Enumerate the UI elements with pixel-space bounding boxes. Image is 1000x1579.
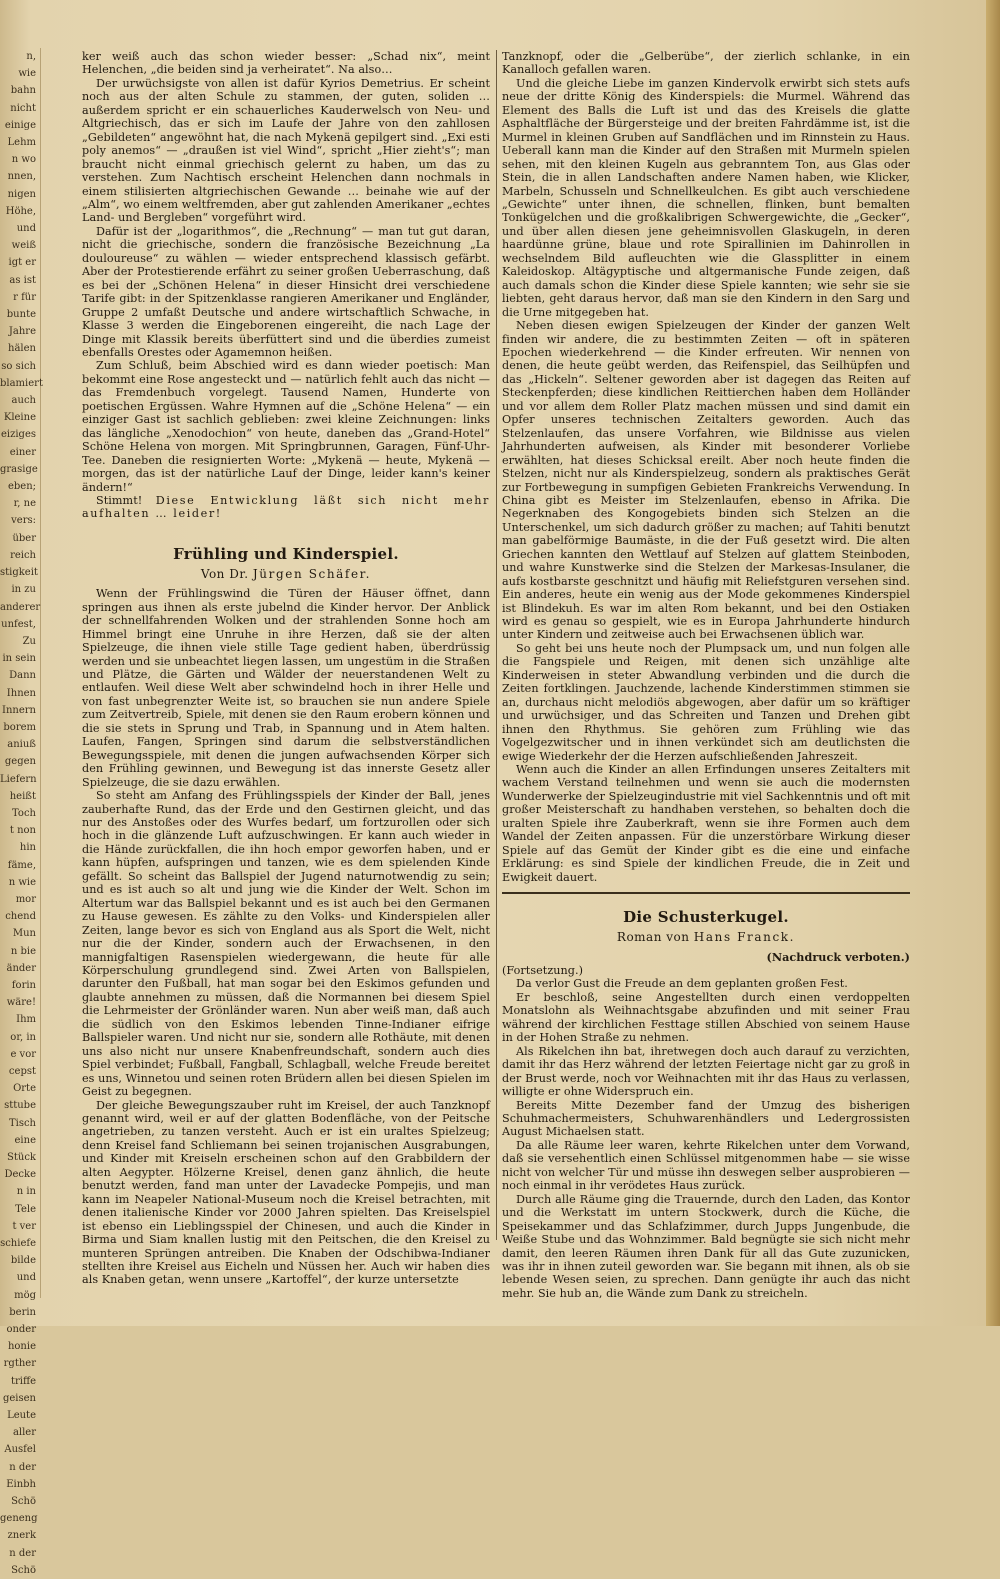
reprint-note: (Nachdruck verboten.)	[766, 949, 910, 964]
margin-fragment: geisen	[2, 1392, 36, 1404]
margin-fragment: in sein	[2, 653, 36, 665]
margin-fragment: blamiert	[0, 377, 43, 389]
paragraph: So steht am Anfang des Frühlingsspiels der Kinder der Ball, jenes zauberhafte Rund, das der Erde und den Gestirnen gleicht, und das nur des Anstoßes oder des Wurfes bedarf, um fortzurollen oder sich hoch in die glänzende Luft aufzuschwingen. Er kann auch wieder in die Hände zurückfallen, die ihn hoch empor geworfen haben, und er kann hüpfen, aufspringen und tanzen, wie es dem spielenden Kinde gefällt. So scheint das Ballspiel der Jugend naturnotwendig zu sein; und es ist auch so alt und jung wie die Kinder der Welt. Schon im Altertum war das Ballspiel bekannt und es ist auch bei den Germanen zu Hause gewesen. Es zählte zu den Volks- und Kinderspielen aller Zeiten, lange bevor es sich von England aus als Sport die Welt, nicht nur die der Kinder, sondern auch der Erwachsenen, in den mannigfaltigen Rasenspielen wiedergewann, die heute für alle Körperschulung grundlegend sind. Zwei Arten von Ballspielen, darunter den Fußball, hat man sogar bei den Eskimos gefunden und glaubte annehmen zu müssen, daß die Normannen bei diesem Spiel die Lehrmeister der Grönländer waren. Nun aber weiß man, daß auch die südlich von den Eskimos lebenden Tinne-Indianer eifrige Ballspieler waren. Und nicht nur sie, sondern alle Rothäute, mit denen uns also nicht nur unsere Knabenfreundschaft, sondern auch dies Spiel verbindet; Fußball, Fangball, Schlagball, welche Freude bereitet es uns, Winnetou und seinen roten Brüdern allen bei diesen Spielen im Geist zu begegnen.	[82, 789, 490, 1099]
margin-fragment: sttube	[4, 1100, 36, 1112]
paragraph: Als Rikelchen ihn bat, ihretwegen doch auch darauf zu verzichten, damit ihr das Herz während der letzten Feiertage nicht gar zu groß in der Brust werde, noch vor Weihnachten mit ihr das Haus zu verlassen, willigte er ohne Widerspruch ein.	[502, 1044, 910, 1099]
margin-fragment: und	[16, 223, 36, 235]
margin-fragment: igt er	[8, 257, 36, 269]
margin-fragment: anderer	[0, 601, 41, 613]
paragraph: Zum Schluß, beim Abschied wird es dann wieder poetisch: Man bekommt eine Rose angesteckt und — natürlich fehlt auch das nicht — das Fremdenbuch vorgelegt. Tausend Namen, Hunderte von poetischen Ergüssen. Wahre Hymnen auf die „Schöne Helena“ — ein einziger Gast ist sachlich geblieben: zwei kleine Zeichnungen: links das längliche „Xenodochion“ von heute, daneben das „Grand-Hotel“ Schöne Helena von morgen. Mit Springbrunnen, Garagen, Fünf-Uhr-Tee. Daneben die resignierten Worte: „Mykenä — heute, Mykenä — morgen, das ist der natürliche Lauf der Dinge, leider kann's keiner ändern!“	[82, 359, 490, 494]
margin-fragment: Decke	[4, 1169, 36, 1181]
author-prefix: Von Dr.	[200, 566, 253, 581]
margin-fragment: wie	[18, 68, 36, 80]
paragraph: Durch alle Räume ging die Trauernde, durch den Laden, das Kontor und die Werkstatt im untern Stockwerk, durch die Küche, die Speisekammer und das Schlafzimmer, durch Jupps Jungenbude, die Weiße Stube und das Wohnzimmer. Bald begnügte sie sich nicht mehr damit, den leeren Räumen ihren Dank für all das Gute zuzunicken, was ihr in ihnen zuteil geworden war. Sie begann mit ihnen, als ob sie lebende Wesen seien, zu sprechen. Dann genügte ihr auch das nicht mehr. Sie hub an, die Wände zum Dank zu streicheln.	[502, 1192, 910, 1300]
margin-fragment: einer	[9, 446, 36, 458]
margin-fragment: aller	[12, 1427, 36, 1439]
margin-fragment: n wie	[8, 876, 36, 888]
margin-fragment: znerk	[7, 1530, 36, 1542]
margin-fragment: auch	[11, 395, 36, 407]
margin-fragment: mor	[15, 893, 36, 905]
margin-fragment: Schö	[11, 1564, 36, 1576]
margin-fragment: Innern	[2, 704, 36, 716]
margin-fragment: Kleine	[3, 412, 36, 424]
margin-fragment: as ist	[9, 274, 36, 286]
paragraph: Tanzknopf, oder die „Gelberübe“, der zierlich schlanke, in ein Kanalloch gefallen waren.	[502, 50, 910, 77]
column-divider	[496, 50, 497, 1240]
margin-fragment: Toch	[12, 807, 36, 819]
margin-fragment: Jahre	[8, 326, 36, 338]
margin-fragment: bunte	[6, 309, 36, 321]
margin-fragment: stigkeit	[0, 567, 38, 579]
left-column	[82, 50, 490, 1287]
paragraph: Da verlor Gust die Freude an dem geplanten großen Fest.	[516, 977, 848, 991]
margin-fragment: n der	[9, 1461, 36, 1473]
margin-fragment: Schö	[11, 1496, 36, 1508]
margin-fragment: Orte	[13, 1083, 36, 1095]
paragraph	[82, 494, 490, 521]
margin-fragment: borem	[3, 721, 36, 733]
margin-fragment: e vor	[10, 1048, 36, 1060]
margin-fragment: nigen	[7, 188, 36, 200]
margin-fragment: Leute	[7, 1410, 36, 1422]
book-edge	[986, 0, 1000, 1326]
margin-fragment: Ihm	[16, 1014, 36, 1026]
margin-fragment: unfest,	[1, 618, 36, 630]
author-prefix: Roman von	[616, 930, 694, 945]
margin-fragment: fäme,	[7, 859, 36, 871]
margin-fragment: so sich	[1, 360, 36, 372]
paragraph: Wenn der Frühlingswind die Türen der Häuser öffnet, dann springen aus ihnen als erste jubelnd die Kinder hervor. Der Anblick der schnellfahrenden Wolken und der strahlenden Sonne hoch am Himmel bringt eine Unruhe in ihre Herzen, daß sie der alten Spielzeuge, die ihnen viele stille Tage gedient haben, überdrüssig werden und sie unbeachtet liegen lassen, um ungestüm in die Straßen und Plätze, die Gärten und Wälder der neuerstandenen Welt zu entlaufen. Weil diese Welt aber schwindelnd hoch in ihrer Helle und von fast unbegrenzter Weite ist, so brauchen sie nun andere Spiele zum Zeitvertreib, Spiele, mit denen sie den Raum erobern können und die sie stets in Sprung und Trab, in Spannung und in Atem halten. Laufen, Fangen, Springen sind darum die selbstverständlichen Bewegungsspiele, mit denen die jungen aufwachsenden Körper sich den Frühling gewinnen, und Bewegung ist das innerste Gesetz aller Spielzeuge, die sie dazu erwählen.	[82, 587, 490, 789]
margin-fragment: or, in	[10, 1031, 36, 1043]
margin-fragment: einige	[4, 119, 36, 131]
margin-fragment: Stück	[7, 1152, 36, 1163]
margin-fragment: wäre!	[6, 997, 36, 1009]
adjacent-page-margin-text	[0, 48, 43, 1576]
article-author	[502, 931, 910, 944]
margin-fragment: Liefern	[0, 773, 37, 785]
article-heading: Die Schusterkugel.	[623, 908, 789, 927]
margin-fragment: mög	[14, 1289, 36, 1301]
margin-fragment: n wo	[11, 154, 36, 166]
continuation-note: (Fortsetzung.)	[502, 964, 584, 977]
margin-fragment: Zu	[22, 635, 36, 647]
margin-fragment: Dann	[9, 670, 36, 682]
margin-fragment: Tisch	[8, 1117, 36, 1129]
paragraph: Der urwüchsigste von allen ist dafür Kyrios Demetrius. Er scheint noch aus der alten Schule zu stammen, der guten, soliden … außerdem spricht er ein schauerliches Kauderwelsch von Neu- und Altgriechisch, das er sich im Laufe der Jahre von den zahllosen „Gebildeten“ angewöhnt hat, die nach Mykenä gepilgert sind. „Exi esti poly anemos“ — „draußen ist viel Wind“, spricht „Hier zieht's“; man braucht nicht einmal griechisch gelernt zu haben, um das zu verstehen. Zum Nachtisch erscheint Helenchen dann nochmals in einem stilisierten altgriechischen Gewande … beinahe wie auf der „Alm“, wo einem weltfremden, aber gut zahlenden Amerikaner „echtes Land- und Bergleben“ vorgeführt wird.	[82, 76, 490, 225]
margin-fragment: Höhe,	[5, 205, 36, 217]
margin-fragment: heißt	[9, 790, 36, 802]
paragraph: Da alle Räume leer waren, kehrte Rikelchen unter dem Vorwand, daß sie versehentlich einen Schlüssel mitgenommen habe — sie wisse nicht von welcher Tür und müsse ihn deswegen selber ausprobieren — noch einmal in ihr verödetes Haus zurück.	[502, 1138, 910, 1193]
margin-fragment: honie	[7, 1341, 36, 1353]
margin-fragment: Mun	[12, 928, 36, 940]
paragraph: ker weiß auch das schon wieder besser: „Schad nix“, meint Helenchen, „die beiden sind ja verheiratet“. Na also…	[82, 50, 490, 77]
paragraph: Und die gleiche Liebe im ganzen Kindervolk erwirbt sich stets aufs neue der dritte König des Kinderspiels: die Murmel. Während das Element des Balls die Luft ist und das des Kreisels die glatte Asphaltfläche der Bürgersteige und der breiten Fahrdämme ist, ist die Murmel in kleinen Gruben auf Sandflächen und im Rinnstein zu Haus. Ueberall kann man die Kinder auf den Straßen mit Murmeln spielen sehen, mit den kleinen Kugeln aus gebranntem Ton, aus Glas oder Stein, die in allen Landschaften andere Namen haben, wie Klicker, Marbeln, Schusseln und Schnellkeulchen. Es gibt auch verschiedene „Gewichte“ unter ihnen, die schnellen, flinken, bunt bemalten Tonkügelchen und die großkalibrigen Schwergewichte, die „Gecker“, und über allen diesen jene geheimnisvollen Glaskugeln, in deren haardünne grüne, blaue und rote Spirallinien im Dahinrollen in wechselndem Bild aufleuchten wie die Glassplitter in einem Kaleidoskop. Altägyptische und altgermanische Funde zeigen, daß auch damals schon die Kinder diese Spiele kannten; wie sehr sie sie liebten, geht daraus hervor, daß man sie den Kindern in den Sarg und die Urne mitgegeben hat.	[502, 76, 910, 319]
margin-fragment: hin	[19, 842, 36, 854]
margin-fragment: n,	[26, 51, 36, 62]
margin-fragment: gegen	[4, 756, 36, 768]
paragraph-lead: Stimmt!	[96, 493, 156, 507]
right-column	[502, 50, 910, 1300]
margin-fragment: r, ne	[13, 498, 36, 510]
margin-fragment: t ver	[12, 1220, 36, 1232]
margin-fragment: aniuß	[7, 739, 36, 751]
margin-fragment: nnen,	[7, 171, 36, 183]
margin-fragment: in zu	[11, 584, 36, 596]
margin-fragment: eine	[14, 1134, 36, 1146]
margin-fragment: änder	[6, 962, 36, 974]
margin-fragment: forin	[11, 979, 36, 991]
author-name: Jürgen Schäfer.	[252, 566, 372, 581]
margin-fragment: n der	[9, 1547, 36, 1559]
paragraph: Er beschloß, seine Angestellten durch einen verdoppelten Monatslohn als Weihnachtsgabe abzufinden und mit seiner Frau während der kirchlichen Festtage stillen Abschied von seinem Hause in der Hohen Straße zu nehmen.	[502, 990, 910, 1045]
margin-fragment: r für	[13, 291, 36, 303]
margin-fragment: bilde	[10, 1255, 36, 1267]
margin-fragment: weiß	[11, 240, 36, 252]
margin-fragment: und	[16, 1272, 36, 1284]
margin-fragment: geneng	[0, 1513, 38, 1525]
margin-fragment: eiziges	[0, 429, 36, 441]
margin-fragment: n in	[16, 1186, 36, 1198]
paragraph: Wenn auch die Kinder an allen Erfindungen unseres Zeitalters mit wachem Verstand teilnehmen und wenn sie auch die modernsten Wunderwerke der Spielzeugindustrie mit viel Sachkenntnis und oft mit großer Meisterschaft zu handhaben verstehen, so behalten doch die uralten Spiele ihre Zauberkraft, wenn sie ihre Formen auch dem Wandel der Zeiten anpassen. Für die unzerstörbare Wirkung dieser Spiele auf das Gemüt der Kinder gibt es die eine und einfache Erklärung: es sind Spiele der kindlichen Freude, die in Zeit und Ewigkeit dauert.	[502, 763, 910, 884]
article-heading: Frühling und Kinderspiel.	[173, 544, 399, 563]
margin-fragment: eben;	[7, 481, 36, 493]
margin-fragment: schiefe	[0, 1238, 36, 1250]
margin-fragment: onder	[6, 1324, 36, 1336]
margin-fragment: Ihnen	[6, 687, 36, 699]
paragraph-emphasis: Diese Entwicklung läßt sich nicht mehr aufhalten … leider!	[82, 493, 490, 521]
margin-fragment: hälen	[8, 343, 36, 355]
margin-fragment: chend	[5, 911, 36, 923]
margin-fragment: t non	[9, 825, 36, 837]
margin-fragment: Tele	[15, 1203, 36, 1215]
paragraph: Neben diesen ewigen Spielzeugen der Kinder der ganzen Welt finden wir andere, die zu bestimmten Zeiten — oft in späteren Epochen wiederkehrend — die Kinder erfreuten. Wir nennen von denen, die heute geübt werden, das Reifenspiel, das Seilhüpfen und das „Hickeln“. Seltener geworden aber ist dagegen das Reiten auf Steckenpferden; diese kindlichen Reittierchen haben dem Holländer und vor allem dem Roller Platz machen müssen und sind damit ein Opfer unseres technischen Zeitalters geworden. Auch das Stelzenlaufen, das unsere Vorfahren, wie Bildnisse aus vielen Jahrhunderten aufweisen, als Kinder mit besonderer Vorliebe erwählten, hat dieses Schicksal ereilt. Aber noch heute finden die Stelzen, nicht nur als Kinderspielzeug, sondern als praktisches Gerät zur Fortbewegung in sumpfigen Gebieten Frankreichs Verwendung. In China gibt es Meister im Stelzenlaufen, ebenso in Afrika. Die Negerknaben des Kongogebiets binden sich Stelzen an die Unterschenkel, um sich dadurch größer zu machen; auf Tahiti benutzt man gabelförmige Baumäste, in die der Fuß gesetzt wird. Die alten Griechen kannten den Wettlauf auf Stelzen auf glattem Steinboden, und wahre Kunstwerke sind die Stelzen der Markesas-Insulaner, die aufs kostbarste geschnitzt und häufig mit Reliefstguren versehen sind. Ein anderes, heute ein wenig aus der Mode gekommenes Kinderspiel ist Blindekuh. Es war im alten Rom bekannt, und bei den Ostiaken wird es genau so gespielt, wie es in Europa Jahrhunderte hindurch unter Kindern und zeitweise auch bei Erwachsenen üblich war.	[502, 319, 910, 642]
section-rule	[502, 892, 910, 894]
margin-fragment: nicht	[10, 102, 36, 114]
margin-fragment: über	[12, 532, 36, 544]
margin-fragment: cepst	[8, 1065, 36, 1077]
margin-fragment: Einbh	[6, 1478, 36, 1490]
margin-fragment: triffe	[10, 1375, 36, 1387]
author-name: Hans Franck.	[693, 930, 796, 945]
margin-fragment: vers:	[11, 515, 36, 527]
paragraph: So geht bei uns heute noch der Plumpsack um, und nun folgen alle die Fangspiele und Reigen, mit denen sich unzählige alte Kinderweisen in steter Abwandlung verbinden und die durch die Zeiten fortklingen. Jauchzende, lachende Kinderstimmen stimmen sie an, durchaus nicht melodiös abgewogen, aber dafür um so kräftiger und urwüchsiger, und das Schreiten und Tanzen und Drehen gibt ihnen den Rhythmus. Sie gehören zum Frühling wie das Vogelgezwitscher und in ihnen verkündet sich am deutlichsten die ewige Wiederkehr der die Herzen aufschließenden Jahreszeit.	[502, 641, 910, 763]
paragraph: Bereits Mitte Dezember fand der Umzug des bisherigen Schuhmachermeisters, Schuhwarenhändlers und Ledergrossisten August Michaelsen statt.	[502, 1098, 910, 1139]
margin-fragment: grasige	[0, 463, 38, 475]
margin-fragment: reich	[10, 549, 36, 561]
margin-fragment: bahn	[10, 85, 36, 97]
margin-fragment: Lehm	[7, 137, 36, 149]
margin-fragment: n bie	[10, 945, 36, 957]
article-author	[82, 568, 490, 581]
margin-fragment: Ausfel	[4, 1444, 36, 1456]
paragraph: Dafür ist der „logarithmos“, die „Rechnung“ — man tut gut daran, nicht die griechische, sondern die französische Bezeichnung „La douloureuse“ zu wählen — wieder entsprechend klassisch gefärbt. Aber der Protestierende erfährt zu seiner großen Ueberraschung, daß es bei der „Schönen Helena“ in dieser Hinsicht drei verschiedene Tarife gibt: in der Spitzenklasse rangieren Amerikaner und Engländer, Gruppe 2 umfaßt Deutsche und andere wirtschaftlich Schwache, in Klasse 3 werden die Eingeborenen eingereiht, die nach Lage der Dinge mit Klassik bereits überfüttert sind und die überdies zumeist ebenfalls Orestes oder Agamemnon heißen.	[82, 224, 490, 359]
margin-fragment: rgther	[3, 1358, 36, 1370]
margin-fragment: berin	[9, 1306, 36, 1318]
paragraph: Der gleiche Bewegungszauber ruht im Kreisel, der auch Tanzknopf genannt wird, weil er auf der glatten Bodenfläche, von der Peitsche angetrieben, zu tanzen versteht. Auch er ist ein uraltes Spielzeug; denn Kreisel fand Schliemann bei seinen trojanischen Ausgrabungen, und Kinder mit Kreiseln erscheinen schon auf den Grabbildern der alten Aegypter. Hölzerne Kreisel, denen ganz ähnlich, die heute benutzt werden, fand man unter der Lavadecke Pompejis, und man kann im Neapeler National-Museum noch die Kreisel betrachten, mit denen italienische Kinder vor 2000 Jahren spielten. Das Kreiselspiel ist ebenso ein Lieblingsspiel der Chinesen, und auch die Kinder in Birma und Siam knallen lustig mit den Peitschen, die den Kreisel zu munteren Sprüngen antreiben. Die Knaben der Odschibwa-Indianer stellten ihre Kreisel aus Eicheln und Nüssen her. Auch wir haben dies als Knaben getan, wenn unsere „Kartoffel“, der kurze untersetzte	[82, 1098, 490, 1287]
